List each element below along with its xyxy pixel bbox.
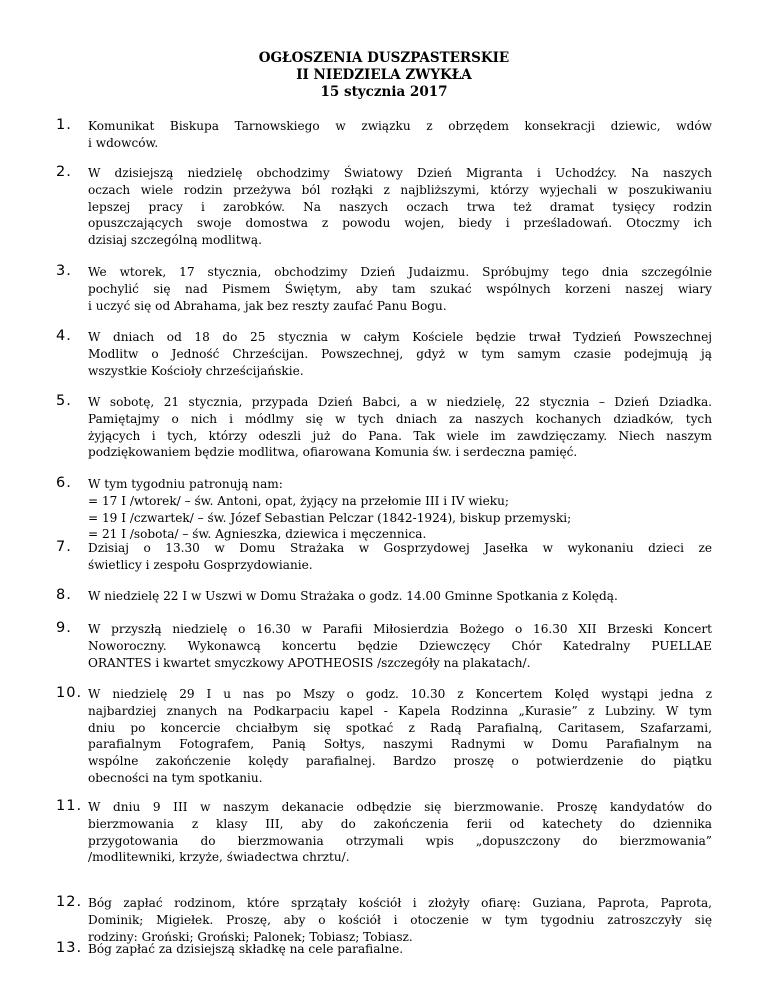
announcement-line: podziękowaniem będzie modlitwa, ofiarowana Komunia św. i serdeczna pamięć. bbox=[88, 445, 578, 460]
announcement-line: W dzisiejszą niedzielę obchodzimy Światowy Dzień Migranta i Uchodźcy. Na naszych bbox=[88, 166, 712, 180]
announcement-number: 6. bbox=[56, 475, 72, 491]
announcement-text bbox=[88, 941, 712, 958]
announcement-line: świetlicy i zespołu Gosprzydowianie. bbox=[88, 557, 313, 572]
announcement-line: dniu po koncercie chciałbym się spotkać z Radą Parafialną, Caritasem, Szafarzami, bbox=[88, 720, 712, 735]
announcement-line: W niedzielę 22 I w Uszwi w Domu Strażaka o godz. 14.00 Gminne Spotkania z Kolędą. bbox=[88, 589, 618, 603]
announcement-line: parafialnym Fotografem, Panią Sołtys, naszymi Radnymi w Domu Parafialnym na bbox=[88, 737, 712, 752]
document-date: 15 stycznia 2017 bbox=[320, 84, 448, 100]
announcement-number: 2. bbox=[56, 164, 72, 180]
announcement-line: ORANTES i kwartet smyczkowy APOTHEOSIS /szczegóły na plakatach/. bbox=[88, 655, 531, 670]
announcement-line: Bóg zapłać za dzisiejszą składkę na cele parafialne. bbox=[88, 942, 404, 956]
document-title: OGŁOSZENIA DUSZPASTERSKIE bbox=[258, 50, 510, 66]
announcement-number: 11. bbox=[56, 798, 83, 814]
announcement-line: rodziny: Groński; Groński; Palonek; Tobiasz; Tobiasz. bbox=[88, 929, 413, 944]
announcement-line: Dzisiaj o 13.30 w Domu Strażaka w Gosprzydowej Jasełka w wykonaniu dzieci ze bbox=[88, 541, 712, 555]
announcement-line: = 21 I /sobota/ – św. Agnieszka, dziewica i męczennica. bbox=[88, 527, 427, 542]
announcement-line: i uczyć się od Abrahama, jak bez reszty zaufać Panu Bogu. bbox=[88, 298, 447, 313]
announcement-line: = 19 I /czwartek/ – św. Józef Sebastian Pelczar (1842-1924), biskup przemyski; bbox=[88, 510, 572, 525]
announcement-line: pochylić się nad Pismem Świętym, aby tam szukać wspólnych korzeni naszej wiary bbox=[88, 281, 712, 296]
announcement-text bbox=[88, 394, 712, 461]
announcement-text bbox=[88, 799, 712, 866]
announcement-line: wspólne zakończenie kolędy parafialnej. Bardzo proszę o potwierdzenie do piątku bbox=[88, 754, 712, 769]
announcement-text bbox=[88, 895, 712, 945]
announcement-line: opuszczających swoje domostwa z powodu wojen, biedy i prześladowań. Otoczmy ich bbox=[88, 216, 712, 231]
announcement-line: żyjących i tych, którzy odeszli już do Pana. Tak wiele im zawdzięczamy. Niech naszym bbox=[88, 428, 712, 443]
announcement-line: Pamiętajmy o nich i módlmy się w tych dniach za naszych kochanych dziadków, tych bbox=[88, 411, 712, 426]
announcement-number: 8. bbox=[56, 587, 72, 603]
announcement-line: W tym tygodniu patronują nam: bbox=[88, 477, 283, 491]
announcement-line: W sobotę, 21 stycznia, przypada Dzień Babci, a w niedzielę, 22 stycznia – Dzień Dziadka. bbox=[88, 395, 712, 409]
announcement-line: /modlitewniki, krzyże, świadectwa chrztu/. bbox=[88, 850, 350, 865]
announcement-line: W przyszłą niedzielę o 16.30 w Parafii Miłosierdzia Bożego o 16.30 XII Brzeski Koncert bbox=[88, 622, 712, 636]
announcement-line: oczach wiele rodzin przeżywa ból rozłąki z najbliższymi, którzy wyjechali w poszukiwaniu bbox=[88, 182, 712, 197]
announcement-line: lepszej pracy i zarobków. Na naszych oczach trwa też dramat tysięcy rodzin bbox=[88, 199, 712, 214]
announcement-line: W dniach od 18 do 25 stycznia w całym Kościele będzie trwał Tydzień Powszechnej bbox=[88, 330, 712, 344]
announcement-number: 1. bbox=[56, 117, 72, 133]
announcement-text bbox=[88, 118, 712, 152]
announcement-line: Noworoczny. Wykonawcą koncertu będzie Dziewczęcy Chór Katedralny PUELLAE bbox=[88, 638, 712, 653]
announcement-number: 9. bbox=[56, 620, 72, 636]
announcement-line: dzisiaj szczególną modlitwą. bbox=[88, 233, 262, 248]
announcement-line: bierzmowania z klasy III, aby do zakończenia ferii od katechety do dziennika bbox=[88, 816, 712, 831]
announcement-text bbox=[88, 329, 712, 379]
announcement-text bbox=[88, 264, 712, 314]
announcement-text bbox=[88, 165, 712, 249]
announcement-number: 3. bbox=[56, 263, 72, 279]
announcement-line: = 17 I /wtorek/ – św. Antoni, opat, żyjący na przełomie III i IV wieku; bbox=[88, 493, 509, 508]
announcement-line: Komunikat Biskupa Tarnowskiego w związku z obrzędem konsekracji dziewic, wdów bbox=[88, 119, 712, 133]
announcement-line: Modlitw o Jedność Chrześcijan. Powszechnej, gdyż w tym samym czasie podejmują ją bbox=[88, 346, 712, 361]
announcement-text bbox=[88, 686, 712, 787]
announcement-line: i wdowców. bbox=[88, 135, 159, 150]
announcement-text bbox=[88, 588, 712, 605]
announcement-line: W niedzielę 29 I u nas po Mszy o godz. 10.30 z Koncertem Kolęd wystąpi jedna z bbox=[88, 687, 712, 701]
announcement-text bbox=[88, 621, 712, 671]
announcement-number: 7. bbox=[56, 539, 72, 555]
announcement-number: 5. bbox=[56, 393, 72, 409]
announcement-text bbox=[88, 476, 712, 543]
announcement-line: W dniu 9 III w naszym dekanacie odbędzie się bierzmowanie. Proszę kandydatów do bbox=[88, 800, 712, 814]
announcement-number: 10. bbox=[56, 685, 83, 701]
announcement-number: 13. bbox=[56, 940, 83, 956]
announcement-text bbox=[88, 540, 712, 574]
announcement-line: przygotowania do bierzmowania otrzymali wpis „dopuszczony do bierzmowania” bbox=[88, 833, 712, 848]
announcement-number: 12. bbox=[56, 894, 83, 910]
announcement-line: najbardziej znanych na Podkarpaciu kapel - Kapela Rodzinna „Kurasie” z Lubziny. W tym bbox=[88, 703, 712, 718]
document-header bbox=[0, 50, 768, 101]
document-subtitle: II NIEDZIELA ZWYKŁA bbox=[296, 67, 472, 83]
announcement-line: Bóg zapłać rodzinom, które sprzątały kościół i złożyły ofiarę: Guziana, Paprota, Paprota, bbox=[88, 896, 712, 910]
announcement-line: wszystkie Kościoły chrześcijańskie. bbox=[88, 363, 304, 378]
announcement-line: obecności na tym spotkaniu. bbox=[88, 770, 263, 785]
announcement-number: 4. bbox=[56, 328, 72, 344]
announcement-line: Dominik; Migiełek. Proszę, aby o kościół i otoczenie w tym tygodniu zatroszczyły się bbox=[88, 912, 712, 927]
announcement-line: We wtorek, 17 stycznia, obchodzimy Dzień Judaizmu. Spróbujmy tego dnia szczególnie bbox=[88, 265, 712, 279]
